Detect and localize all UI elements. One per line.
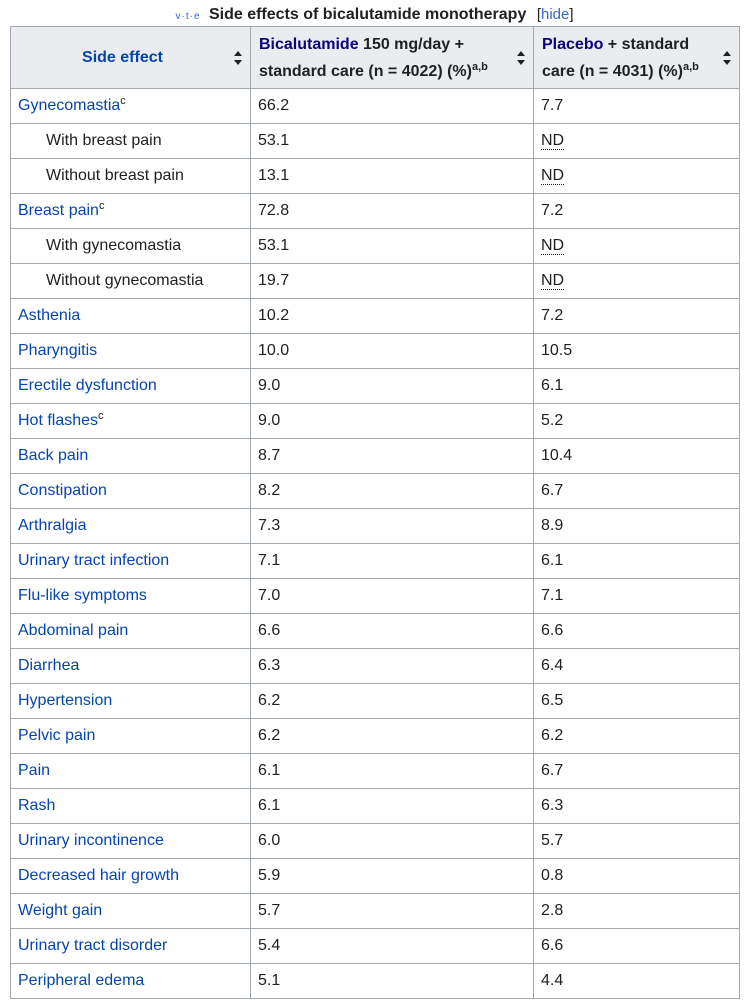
footnote-ref[interactable]: c — [98, 410, 104, 422]
placebo-value-cell — [534, 964, 740, 999]
bicalutamide-link[interactable]: Bicalutamide — [259, 35, 359, 53]
placebo-value: 7.2 — [541, 202, 564, 219]
header-placebo-footnote[interactable]: a,b — [682, 60, 699, 73]
bicalutamide-value: 6.1 — [251, 789, 534, 824]
header-row — [11, 27, 740, 89]
table-row — [11, 159, 740, 194]
caption-title: Side effects of bicalutamide monotherapy — [208, 6, 527, 23]
header-bicalutamide-footnote[interactable]: a,b — [471, 60, 488, 73]
placebo-value: 4.4 — [541, 972, 564, 989]
placebo-value-cell — [534, 859, 740, 894]
table-row — [11, 124, 740, 159]
header-side-effect[interactable] — [11, 27, 251, 89]
bicalutamide-value: 6.3 — [251, 649, 534, 684]
table-body — [11, 89, 740, 999]
table-row — [11, 369, 740, 404]
side-effect-link[interactable]: Abdominal pain — [18, 622, 129, 639]
side-effect-cell — [11, 124, 251, 159]
table-row — [11, 684, 740, 719]
header-bicalutamide[interactable] — [251, 27, 534, 89]
placebo-value-cell — [534, 684, 740, 719]
bicalutamide-value: 7.3 — [251, 509, 534, 544]
bicalutamide-value: 6.6 — [251, 614, 534, 649]
placebo-value: 10.5 — [541, 342, 573, 359]
bicalutamide-value: 5.1 — [251, 964, 534, 999]
navbox-vte-links: v·t·e — [175, 11, 201, 22]
sort-icon[interactable] — [517, 51, 525, 65]
side-effect-cell — [11, 544, 251, 579]
table-row — [11, 439, 740, 474]
side-effects-table — [10, 26, 740, 999]
placebo-value: 7.7 — [541, 97, 564, 114]
placebo-value: 6.6 — [541, 937, 564, 954]
side-effect-link[interactable]: Pharyngitis — [18, 342, 98, 359]
placebo-value-cell — [534, 89, 740, 124]
sort-icon[interactable] — [723, 51, 731, 65]
bicalutamide-value: 66.2 — [251, 89, 534, 124]
vte-edit-link[interactable]: e — [193, 11, 201, 22]
header-placebo-text: + standard care (n = 4031) (%) — [542, 35, 690, 80]
header-side-effect-label: Side effect — [82, 49, 163, 66]
side-effect-link[interactable]: Gynecomastia — [18, 97, 121, 114]
placebo-value-cell — [534, 509, 740, 544]
vte-talk-link[interactable]: t — [185, 11, 190, 22]
placebo-value-cell — [534, 229, 740, 264]
table-row — [11, 579, 740, 614]
side-effect-cell — [11, 719, 251, 754]
side-effect-link[interactable]: Rash — [18, 797, 56, 814]
side-effect-cell — [11, 824, 251, 859]
placebo-value: 5.7 — [541, 832, 564, 849]
side-effect-link[interactable]: Diarrhea — [18, 657, 80, 674]
placebo-value: 6.5 — [541, 692, 564, 709]
table-row — [11, 334, 740, 369]
footnote-ref[interactable]: c — [120, 95, 126, 107]
placebo-value-cell — [534, 264, 740, 299]
table-row — [11, 824, 740, 859]
bicalutamide-value: 72.8 — [251, 194, 534, 229]
footnote-ref[interactable]: c — [98, 200, 105, 212]
bicalutamide-value: 13.1 — [251, 159, 534, 194]
sort-icon[interactable] — [234, 51, 242, 65]
table-row — [11, 964, 740, 999]
table-row — [11, 754, 740, 789]
bicalutamide-value: 19.7 — [251, 264, 534, 299]
placebo-value: 6.7 — [541, 482, 564, 499]
side-effect-cell — [11, 579, 251, 614]
side-effect-cell — [11, 614, 251, 649]
side-effect-link[interactable]: Constipation — [18, 482, 107, 499]
bicalutamide-value: 6.1 — [251, 754, 534, 789]
side-effect-label: With breast pain — [46, 132, 162, 149]
bicalutamide-value: 7.1 — [251, 544, 534, 579]
table-row — [11, 649, 740, 684]
bicalutamide-value: 6.0 — [251, 824, 534, 859]
side-effect-cell — [11, 264, 251, 299]
placebo-value-cell — [534, 194, 740, 229]
side-effect-link[interactable]: Arthralgia — [18, 517, 87, 534]
bicalutamide-value: 53.1 — [251, 229, 534, 264]
hide-link[interactable]: hide — [540, 6, 570, 23]
table-row — [11, 789, 740, 824]
bicalutamide-value: 5.4 — [251, 929, 534, 964]
side-effect-cell — [11, 964, 251, 999]
side-effect-cell — [11, 89, 251, 124]
side-effect-link[interactable]: Urinary incontinence — [18, 832, 164, 849]
bicalutamide-value: 9.0 — [251, 404, 534, 439]
placebo-value-cell — [534, 789, 740, 824]
bicalutamide-value: 6.2 — [251, 719, 534, 754]
placebo-value-cell — [534, 159, 740, 194]
side-effect-label: With gynecomastia — [46, 237, 182, 254]
placebo-value-cell — [534, 404, 740, 439]
table-row — [11, 264, 740, 299]
side-effect-cell — [11, 159, 251, 194]
side-effect-link[interactable]: Pain — [18, 762, 51, 779]
placebo-value: 0.8 — [541, 867, 564, 884]
bicalutamide-value: 7.0 — [251, 579, 534, 614]
placebo-value: 6.6 — [541, 622, 564, 639]
placebo-value-cell — [534, 369, 740, 404]
side-effect-link[interactable]: Asthenia — [18, 307, 81, 324]
placebo-value-cell — [534, 124, 740, 159]
placebo-value-cell — [534, 894, 740, 929]
side-effect-link[interactable]: Urinary tract disorder — [18, 937, 168, 954]
placebo-value-cell — [534, 439, 740, 474]
placebo-value-cell — [534, 334, 740, 369]
placebo-link[interactable]: Placebo — [542, 35, 604, 53]
side-effect-cell — [11, 929, 251, 964]
bicalutamide-value: 8.2 — [251, 474, 534, 509]
placebo-value-cell — [534, 614, 740, 649]
table-row — [11, 299, 740, 334]
side-effect-link[interactable]: Flu-like symptoms — [18, 587, 147, 604]
table-row — [11, 404, 740, 439]
table-row — [11, 614, 740, 649]
bicalutamide-value: 6.2 — [251, 684, 534, 719]
header-placebo[interactable] — [534, 27, 740, 89]
placebo-value-cell — [534, 719, 740, 754]
side-effect-cell — [11, 684, 251, 719]
placebo-value-cell — [534, 754, 740, 789]
table-row — [11, 194, 740, 229]
placebo-value: 6.1 — [541, 377, 564, 394]
side-effect-link[interactable]: Peripheral edema — [18, 972, 145, 989]
hide-toggle: [hide] — [536, 6, 574, 23]
side-effect-cell — [11, 474, 251, 509]
placebo-value-cell — [534, 299, 740, 334]
side-effect-link[interactable]: Back pain — [18, 447, 89, 464]
side-effect-cell — [11, 439, 251, 474]
bicalutamide-value: 10.2 — [251, 299, 534, 334]
side-effect-link[interactable]: Breast pain — [18, 202, 99, 219]
bicalutamide-value: 53.1 — [251, 124, 534, 159]
header-bicalutamide-text: 150 mg/day + standard care (n = 4022) (%) — [259, 35, 472, 80]
table-row — [11, 544, 740, 579]
bicalutamide-value: 5.7 — [251, 894, 534, 929]
side-effect-cell — [11, 404, 251, 439]
table-row — [11, 89, 740, 124]
bicalutamide-value: 8.7 — [251, 439, 534, 474]
placebo-value: 6.2 — [541, 727, 564, 744]
no-data-abbr[interactable]: ND — [541, 167, 565, 184]
no-data-abbr[interactable]: ND — [541, 132, 565, 149]
placebo-value: 6.4 — [541, 657, 564, 674]
table-row — [11, 929, 740, 964]
placebo-value-cell — [534, 824, 740, 859]
table-row — [11, 474, 740, 509]
table-row — [11, 859, 740, 894]
table-row — [11, 509, 740, 544]
placebo-value: 7.1 — [541, 587, 564, 604]
side-effect-cell — [11, 334, 251, 369]
side-effect-cell — [11, 649, 251, 684]
no-data-abbr[interactable]: ND — [541, 272, 565, 289]
table-row — [11, 894, 740, 929]
side-effect-link[interactable]: Hypertension — [18, 692, 113, 709]
side-effect-label: Without breast pain — [46, 167, 184, 184]
placebo-value-cell — [534, 579, 740, 614]
bicalutamide-value: 9.0 — [251, 369, 534, 404]
side-effect-cell — [11, 229, 251, 264]
table-caption — [10, 4, 739, 26]
side-effect-cell — [11, 894, 251, 929]
side-effect-link[interactable]: Decreased hair growth — [18, 867, 179, 884]
side-effect-cell — [11, 789, 251, 824]
placebo-value: 6.3 — [541, 797, 564, 814]
side-effect-link[interactable]: Erectile dysfunction — [18, 377, 157, 394]
placebo-value-cell — [534, 649, 740, 684]
placebo-value-cell — [534, 544, 740, 579]
placebo-value: 6.7 — [541, 762, 564, 779]
placebo-value: 5.2 — [541, 412, 564, 429]
placebo-value: 8.9 — [541, 517, 564, 534]
side-effect-cell — [11, 509, 251, 544]
bicalutamide-value: 10.0 — [251, 334, 534, 369]
table-row — [11, 719, 740, 754]
placebo-value: 2.8 — [541, 902, 564, 919]
side-effect-link[interactable]: Pelvic pain — [18, 727, 96, 744]
placebo-value: 6.1 — [541, 552, 564, 569]
vte-view-link[interactable]: v — [175, 11, 182, 22]
side-effect-cell — [11, 369, 251, 404]
side-effect-link[interactable]: Weight gain — [18, 902, 103, 919]
placebo-value-cell — [534, 474, 740, 509]
placebo-value: 7.2 — [541, 307, 564, 324]
side-effect-label: Without gynecomastia — [46, 272, 204, 289]
placebo-value-cell — [534, 929, 740, 964]
side-effect-link[interactable]: Hot flashes — [18, 412, 99, 429]
side-effect-link[interactable]: Urinary tract infection — [18, 552, 170, 569]
side-effect-cell — [11, 754, 251, 789]
no-data-abbr[interactable]: ND — [541, 237, 565, 254]
bicalutamide-value: 5.9 — [251, 859, 534, 894]
side-effect-cell — [11, 859, 251, 894]
table-row — [11, 229, 740, 264]
side-effect-cell — [11, 299, 251, 334]
placebo-value: 10.4 — [541, 447, 573, 464]
side-effect-cell — [11, 194, 251, 229]
